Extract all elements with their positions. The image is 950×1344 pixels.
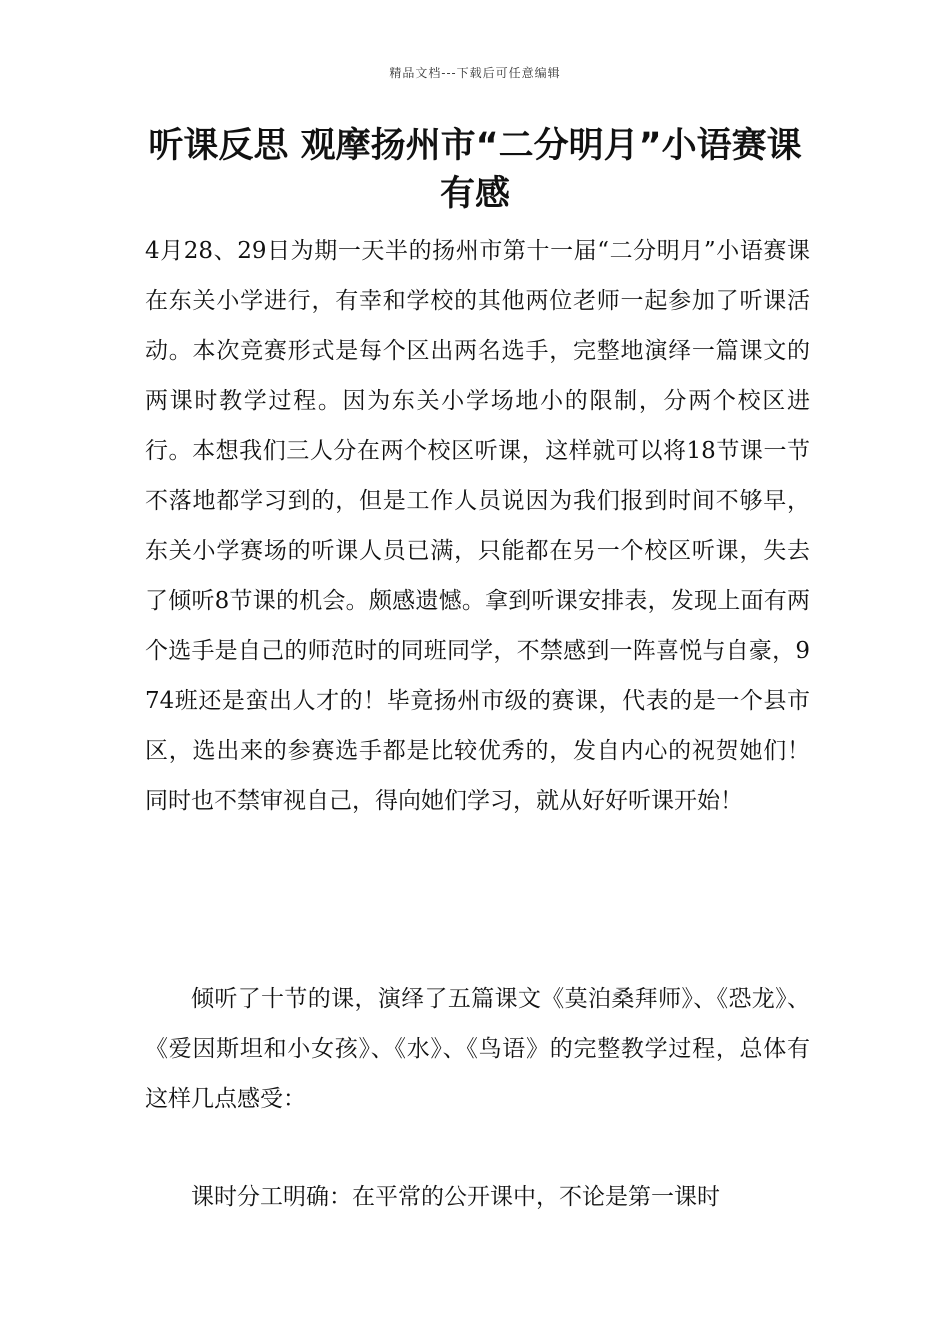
paragraph-2: 倾听了十节的课，演绎了五篇课文《莫泊桑拜师》、《恐龙》、《爱因斯坦和小女孩》、《水》、《鸟语》的完整教学过程，总体有这样几点感受： [145, 986, 810, 1112]
header-note: 精品文档---下载后可任意编辑 [389, 66, 561, 80]
paragraph-1: 4月28、29日为期一天半的扬州市第十一届“二分明月”小语赛课在东关小学进行，有幸和学校的其他两位老师一起参加了听课活动。本次竞赛形式是每个区出两名选手，完整地演绎一篇课文的两课时教学过程。因为东关小学场地小的限制，分两个校区进行。本想我们三人分在两个校区听课，这样就可以将18节课一节不落地都学习到的，但是工作人员说因为我们报到时间不够早，东关小学赛场的听课人员已满，只能都在另一个校区听课，失去了倾听8节课的机会。颇感遗憾。拿到听课安排表，发现上面有两个选手是自己的师范时的同班同学，不禁感到一阵喜悦与自豪，974班还是蛮出人才的！毕竟扬州市级的赛课，代表的是一个县市区，选出来的参赛选手都是比较优秀的，发自内心的祝贺她们！同时也不禁审视自己，得向她们学习，就从好好听课开始！ [145, 238, 810, 814]
document-title: 听课反思 观摩扬州市“二分明月”小语赛课有感 [148, 126, 802, 214]
paragraph-3: 课时分工明确：在平常的公开课中，不论是第一课时 [191, 1184, 720, 1210]
